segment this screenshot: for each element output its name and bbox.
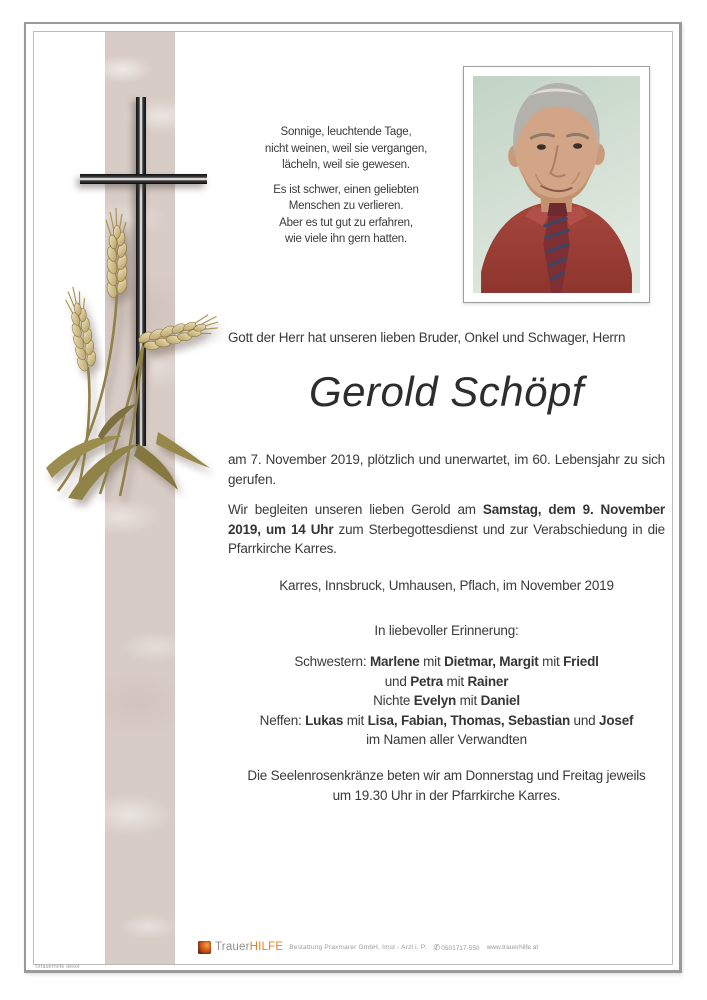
cross-icon [80,174,207,184]
poem-stanza-1: Sonnige, leuchtende Tage, nicht weinen, weil sie vergangen, lächeln, weil sie gewesen. [264,126,428,171]
website-url: www.trauerhilfe.at [486,943,539,951]
phone-icon: ✆ [433,942,441,952]
family-line-nephews: Neffen: Lukas mit Lisa, Fabian, Thomas, Sebastian und Josef [259,712,634,728]
announcement-intro: Gott der Herr hat unseren lieben Bruder, Onkel und Schwager, Herrn [228,330,626,345]
tiny-print: ©trauerhilfe dekor [35,964,81,970]
poem-stanza-2: Es ist schwer, einen geliebten Menschen zu verlieren. Aber es tut gut zu erfahren, wie viele ihn gern hatten. [273,183,419,245]
phone-number [434,943,480,952]
trauerhilfe-logo-icon [198,941,211,954]
death-paragraph: am 7. November 2019, plötzlich und unerwartet, im 60. Lebensjahr zu sich gerufen. [228,452,665,487]
wheat-illustration [38,206,218,501]
phone-number-text: 0501717-550 [441,944,480,952]
family-list [228,652,665,750]
family-line-relatives: im Namen aller Verwandten [366,732,527,747]
portrait-drawing [473,76,640,293]
family-line-niece: Nichte Evelyn mit Daniel [373,693,520,708]
funeral-home-info: Bestattung Praxmarer GmbH, Imst - Arzl i. P. [289,943,427,951]
places-line: Karres, Innsbruck, Umhausen, Pflach, im November 2019 [279,578,614,593]
family-line-sisters: Schwestern: Marlene mit Dietmar, Margit mit Friedl [294,654,599,669]
funeral-paragraph: Wir begleiten unseren lieben Gerold am Samstag, dem 9. November 2019, um 14 Uhr zum Sterbegottesdienst und zur Verabschiedung in die Pfarrkirche Karres. [228,502,665,556]
trauerhilfe-logo-text [215,941,283,953]
portrait-photo [463,66,650,303]
family-line-sisters-2: und Petra mit Rainer [384,673,509,689]
footer [198,939,538,955]
logo-text-trauer: Trauer [215,941,250,953]
logo-text-hilfe: HILFE [249,941,284,953]
memorial-poem [226,124,466,248]
deceased-name: Gerold Schöpf [309,368,584,415]
rosary-note: Die Seelenrosenkränze beten wir am Donnerstag und Freitag jeweils um 19.30 Uhr in der Pfarrkirche Karres. [247,768,646,803]
memory-line: In liebevoller Erinnerung: [374,623,519,638]
